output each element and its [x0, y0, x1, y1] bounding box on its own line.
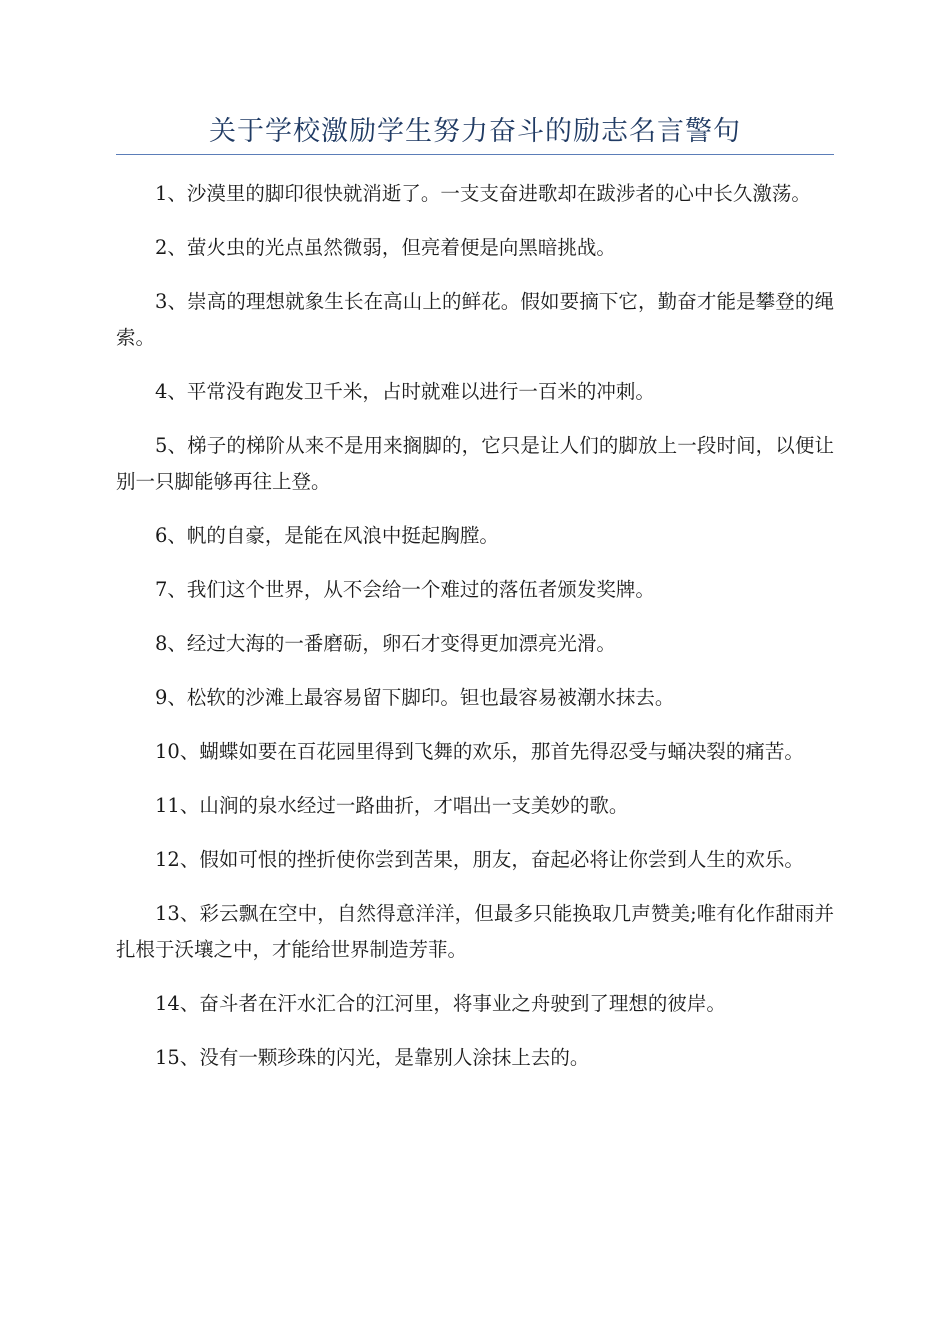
- quote-paragraph-2: 2、萤火虫的光点虽然微弱，但亮着便是向黑暗挑战。: [155, 236, 616, 259]
- quote-paragraph-15: 15、没有一颗珍珠的闪光，是靠别人涂抹上去的。: [155, 1046, 590, 1069]
- quote-paragraph-11: 11、山涧的泉水经过一路曲折，才唱出一支美妙的歌。: [155, 794, 629, 817]
- quote-paragraph-6: 6、帆的自豪，是能在风浪中挺起胸膛。: [155, 524, 499, 547]
- quote-paragraph-8: 8、经过大海的一番磨砺，卵石才变得更加漂亮光滑。: [155, 632, 616, 655]
- quote-paragraph-14: 14、奋斗者在汗水汇合的江河里，将事业之舟驶到了理想的彼岸。: [155, 992, 726, 1015]
- quote-paragraph-9: 9、松软的沙滩上最容易留下脚印。钽也最容易被潮水抹去。: [155, 686, 675, 709]
- quote-paragraph-4: 4、平常没有跑发卫千米，占时就难以进行一百米的冲刺。: [155, 380, 655, 403]
- quote-paragraph-3: 3、崇高的理想就象生长在高山上的鲜花。假如要摘下它，勤奋才能是攀登的绳索。: [116, 290, 834, 349]
- quote-paragraph-10: 10、蝴蝶如要在百花园里得到飞舞的欢乐，那首先得忍受与蛹决裂的痛苦。: [155, 740, 804, 763]
- quote-paragraph-13: 13、彩云飘在空中，自然得意洋洋，但最多只能换取几声赞美;唯有化作甜雨并扎根于沃壤之中，才能给世界制造芳菲。: [116, 902, 834, 961]
- title-underline: [116, 154, 834, 155]
- quote-paragraph-5: 5、梯子的梯阶从来不是用来搁脚的，它只是让人们的脚放上一段时间，以便让别一只脚能够再往上登。: [116, 434, 834, 493]
- quote-paragraph-7: 7、我们这个世界，从不会给一个难过的落伍者颁发奖牌。: [155, 578, 655, 601]
- document-title: 关于学校激励学生努力奋斗的励志名言警句: [209, 116, 741, 147]
- quote-paragraph-1: 1、沙漠里的脚印很快就消逝了。一支支奋进歌却在跋涉者的心中长久激荡。: [155, 182, 811, 205]
- quote-paragraph-12: 12、假如可恨的挫折使你尝到苦果，朋友，奋起必将让你尝到人生的欢乐。: [155, 848, 804, 871]
- quote-list: [116, 176, 834, 1094]
